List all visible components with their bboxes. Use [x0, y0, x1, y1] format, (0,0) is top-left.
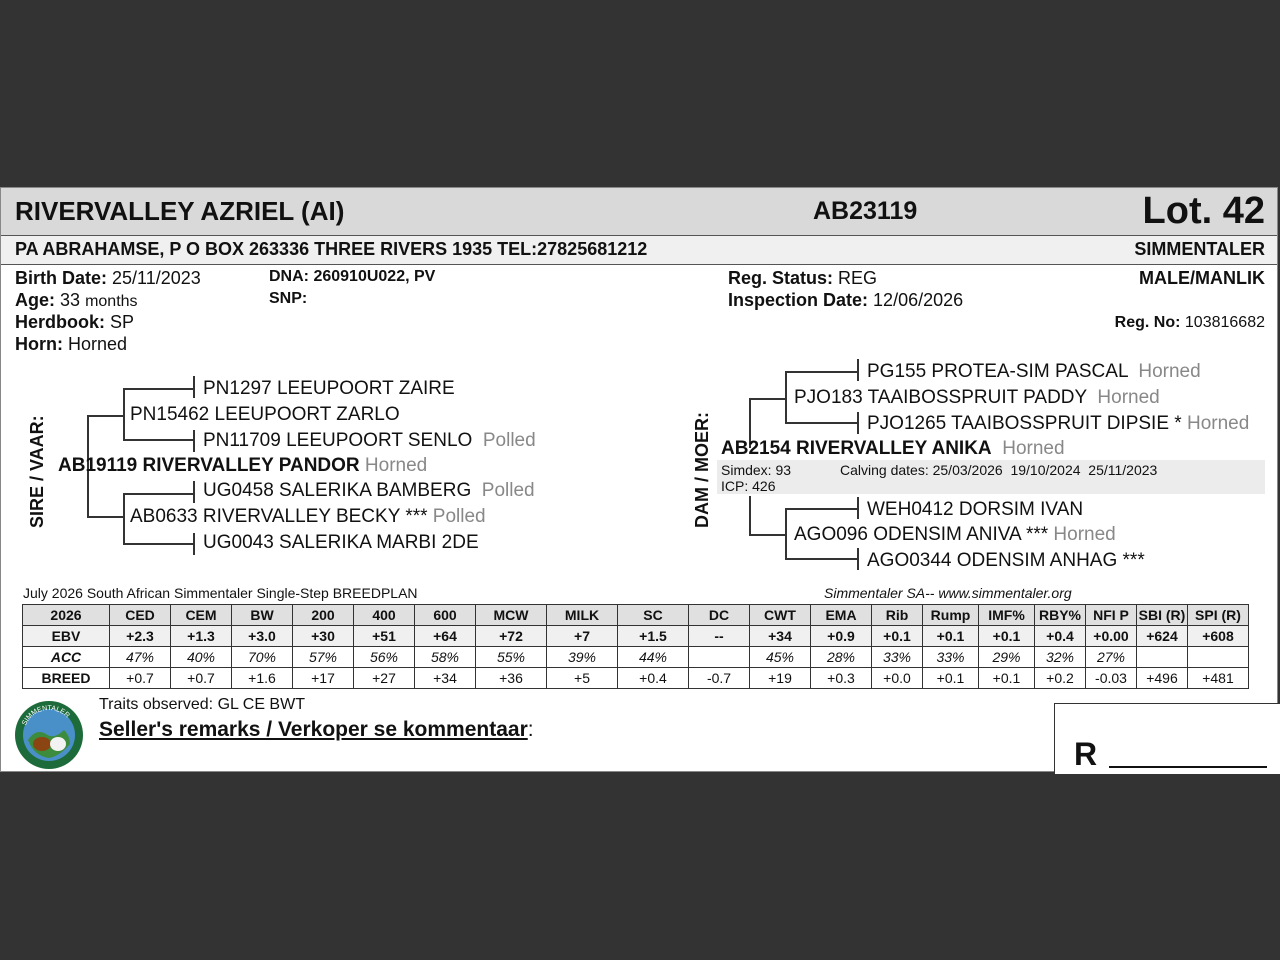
breedplan-cell-acc-7: 55% — [476, 647, 547, 668]
breedplan-cell-breed-7: +36 — [476, 668, 547, 689]
sire-side-label: SIRE / VAAR: — [27, 415, 47, 528]
herdbook: Herdbook: SP — [15, 312, 135, 332]
animal-name: RIVERVALLEY AZRIEL (AI) — [15, 196, 345, 226]
sire-name: AB19119 RIVERVALLEY PANDOR Horned — [58, 455, 428, 476]
dam-dam-sire: WEH0412 DORSIM IVAN — [867, 499, 1084, 520]
snp: SNP: — [269, 290, 308, 307]
breedplan-cell-breed-13: +0.0 — [872, 668, 923, 689]
breedplan-cell-headers-4: 200 — [293, 605, 354, 626]
breedplan-cell-headers-5: 400 — [354, 605, 415, 626]
breedplan-cell-acc-6: 58% — [415, 647, 476, 668]
svg-text:SIMMENTALER: SIMMENTALER — [21, 704, 71, 727]
breedplan-table — [22, 604, 1249, 689]
breedplan-cell-acc-3: 70% — [232, 647, 293, 668]
breedplan-cell-acc-16: 32% — [1035, 647, 1086, 668]
breedplan-cell-acc-4: 57% — [293, 647, 354, 668]
breedplan-cell-headers-11: CWT — [750, 605, 811, 626]
breedplan-cell-breed-5: +27 — [354, 668, 415, 689]
dam-simdex: Simdex: 93 — [721, 462, 792, 478]
breedplan-cell-headers-14: Rump — [923, 605, 979, 626]
breedplan-cell-ebv-19: +608 — [1188, 626, 1249, 647]
breedplan-cell-headers-15: IMF% — [979, 605, 1035, 626]
lot-card — [0, 187, 1278, 772]
breedplan-cell-ebv-3: +3.0 — [232, 626, 293, 647]
dam-sire-sire: PG155 PROTEA-SIM PASCAL Horned — [867, 361, 1201, 382]
dna: DNA: 260910U022, PV — [269, 268, 436, 285]
breedplan-cell-acc-5: 56% — [354, 647, 415, 668]
breed-name: SIMMENTALER — [1134, 239, 1265, 259]
breedplan-cell-ebv-16: +0.4 — [1035, 626, 1086, 647]
breedplan-cell-headers-6: 600 — [415, 605, 476, 626]
breedplan-cell-headers-3: BW — [232, 605, 293, 626]
dam-dam-dam: AGO0344 ODENSIM ANHAG *** — [867, 550, 1145, 571]
sire-dam-sire: UG0458 SALERIKA BAMBERG Polled — [203, 480, 535, 501]
breedplan-cell-headers-0: 2026 — [23, 605, 110, 626]
registration-code: AB23119 — [813, 197, 918, 225]
dam-sire-dam: PJO1265 TAAIBOSSPRUIT DIPSIE * Horned — [867, 413, 1250, 434]
breedplan-cell-ebv-6: +64 — [415, 626, 476, 647]
inspection-date: Inspection Date: 12/06/2026 — [728, 290, 964, 310]
breedplan-cell-ebv-11: +34 — [750, 626, 811, 647]
breedplan-cell-ebv-15: +0.1 — [979, 626, 1035, 647]
breedplan-cell-ebv-13: +0.1 — [872, 626, 923, 647]
breedplan-cell-ebv-12: +0.9 — [811, 626, 872, 647]
breedplan-cell-breed-6: +34 — [415, 668, 476, 689]
breedplan-cell-breed-10: -0.7 — [689, 668, 750, 689]
breedplan-cell-headers-7: MCW — [476, 605, 547, 626]
breedplan-cell-breed-11: +19 — [750, 668, 811, 689]
breedplan-row-ebv — [23, 626, 1249, 647]
breedplan-cell-headers-8: MILK — [547, 605, 618, 626]
breedplan-cell-ebv-5: +51 — [354, 626, 415, 647]
price-box — [1054, 703, 1280, 774]
breedplan-row-headers — [23, 605, 1249, 626]
breedplan-cell-acc-12: 28% — [811, 647, 872, 668]
breedplan-cell-headers-1: CED — [110, 605, 171, 626]
simmentaler-logo — [14, 700, 84, 770]
breedplan-cell-ebv-4: +30 — [293, 626, 354, 647]
reg-status: Reg. Status: REG — [728, 268, 878, 288]
price-line — [1109, 766, 1267, 768]
breedplan-cell-ebv-8: +7 — [547, 626, 618, 647]
breedplan-website: Simmentaler SA-- www.simmentaler.org — [824, 585, 1072, 601]
breedplan-cell-ebv-1: +2.3 — [110, 626, 171, 647]
title-bar — [1, 188, 1277, 236]
sellers-remarks: Seller's remarks / Verkoper se kommentaar: — [99, 718, 534, 741]
breedplan-cell-headers-18: SBI (R) — [1137, 605, 1188, 626]
breedplan-cell-ebv-14: +0.1 — [923, 626, 979, 647]
breedplan-cell-acc-1: 47% — [110, 647, 171, 668]
owner-details: PA ABRAHAMSE, P O BOX 263336 THREE RIVERS 1935 TEL:27825681212 — [15, 239, 648, 259]
breedplan-cell-breed-15: +0.1 — [979, 668, 1035, 689]
breedplan-cell-breed-17: -0.03 — [1086, 668, 1137, 689]
breedplan-cell-headers-12: EMA — [811, 605, 872, 626]
breedplan-cell-breed-2: +0.7 — [171, 668, 232, 689]
breedplan-cell-headers-9: SC — [618, 605, 689, 626]
sire-dam-dam: UG0043 SALERIKA MARBI 2DE — [203, 532, 479, 553]
owner-bar — [1, 236, 1277, 265]
breedplan-cell-breed-8: +5 — [547, 668, 618, 689]
breedplan-cell-breed-4: +17 — [293, 668, 354, 689]
sire-sire: PN15462 LEEUPOORT ZARLO — [130, 404, 400, 425]
breedplan-row-breed — [23, 668, 1249, 689]
breedplan-cell-ebv-7: +72 — [476, 626, 547, 647]
breedplan-cell-breed-1: +0.7 — [110, 668, 171, 689]
breedplan-cell-acc-8: 39% — [547, 647, 618, 668]
breedplan-cell-acc-11: 45% — [750, 647, 811, 668]
sex: MALE/MANLIK — [1139, 268, 1265, 288]
breedplan-cell-acc-17: 27% — [1086, 647, 1137, 668]
age: Age: 33 months — [15, 290, 138, 310]
breedplan-cell-headers-13: Rib — [872, 605, 923, 626]
breedplan-cell-acc-13: 33% — [872, 647, 923, 668]
breedplan-cell-acc-19 — [1188, 647, 1249, 668]
breedplan-cell-headers-2: CEM — [171, 605, 232, 626]
birth-date: Birth Date: 25/11/2023 — [15, 268, 201, 288]
dam-side-label: DAM / MOER: — [692, 412, 712, 528]
breedplan-cell-acc-0: ACC — [23, 647, 110, 668]
sire-sire-dam: PN11709 LEEUPOORT SENLO Polled — [203, 430, 536, 451]
price-label: R — [1074, 736, 1098, 772]
breedplan-cell-breed-0: BREED — [23, 668, 110, 689]
breedplan-cell-headers-17: NFI P — [1086, 605, 1137, 626]
breedplan-cell-breed-3: +1.6 — [232, 668, 293, 689]
breedplan-cell-ebv-17: +0.00 — [1086, 626, 1137, 647]
lot-number: Lot. 42 — [1142, 190, 1265, 232]
dam-icp: ICP: 426 — [721, 478, 776, 494]
horn-status: Horn: Horned — [15, 334, 128, 354]
dam-name: AB2154 RIVERVALLEY ANIKA Horned — [721, 438, 1065, 459]
breedplan-cell-breed-19: +481 — [1188, 668, 1249, 689]
dam-dam: AGO096 ODENSIM ANIVA *** Horned — [794, 524, 1116, 545]
breedplan-cell-breed-18: +496 — [1137, 668, 1188, 689]
breedplan-cell-headers-19: SPI (R) — [1188, 605, 1249, 626]
breedplan-cell-acc-15: 29% — [979, 647, 1035, 668]
breedplan-row-acc — [23, 647, 1249, 668]
breedplan-cell-headers-16: RBY% — [1035, 605, 1086, 626]
sire-dam: AB0633 RIVERVALLEY BECKY *** Polled — [130, 506, 486, 527]
breedplan-cell-acc-9: 44% — [618, 647, 689, 668]
breedplan-cell-ebv-18: +624 — [1137, 626, 1188, 647]
breedplan-cell-breed-14: +0.1 — [923, 668, 979, 689]
breedplan-caption: July 2026 South African Simmentaler Single-Step BREEDPLAN — [23, 585, 418, 601]
breedplan-cell-breed-9: +0.4 — [618, 668, 689, 689]
breedplan-cell-ebv-2: +1.3 — [171, 626, 232, 647]
breedplan-cell-breed-12: +0.3 — [811, 668, 872, 689]
breedplan-cell-acc-14: 33% — [923, 647, 979, 668]
breedplan-cell-ebv-0: EBV — [23, 626, 110, 647]
dam-calving-dates: Calving dates: 25/03/2026 19/10/2024 25/11/2023 — [840, 462, 1158, 478]
breedplan-cell-acc-2: 40% — [171, 647, 232, 668]
sire-sire-sire: PN1297 LEEUPOORT ZAIRE — [203, 378, 455, 399]
breedplan-cell-ebv-10: -- — [689, 626, 750, 647]
breedplan-cell-headers-10: DC — [689, 605, 750, 626]
breedplan-cell-ebv-9: +1.5 — [618, 626, 689, 647]
reg-number: Reg. No: 103816682 — [1114, 314, 1265, 331]
breedplan-cell-acc-18 — [1137, 647, 1188, 668]
breedplan-cell-breed-16: +0.2 — [1035, 668, 1086, 689]
traits-observed: Traits observed: GL CE BWT — [99, 696, 305, 713]
breedplan-cell-acc-10 — [689, 647, 750, 668]
dam-sire: PJO183 TAAIBOSSPRUIT PADDY Horned — [794, 387, 1160, 408]
